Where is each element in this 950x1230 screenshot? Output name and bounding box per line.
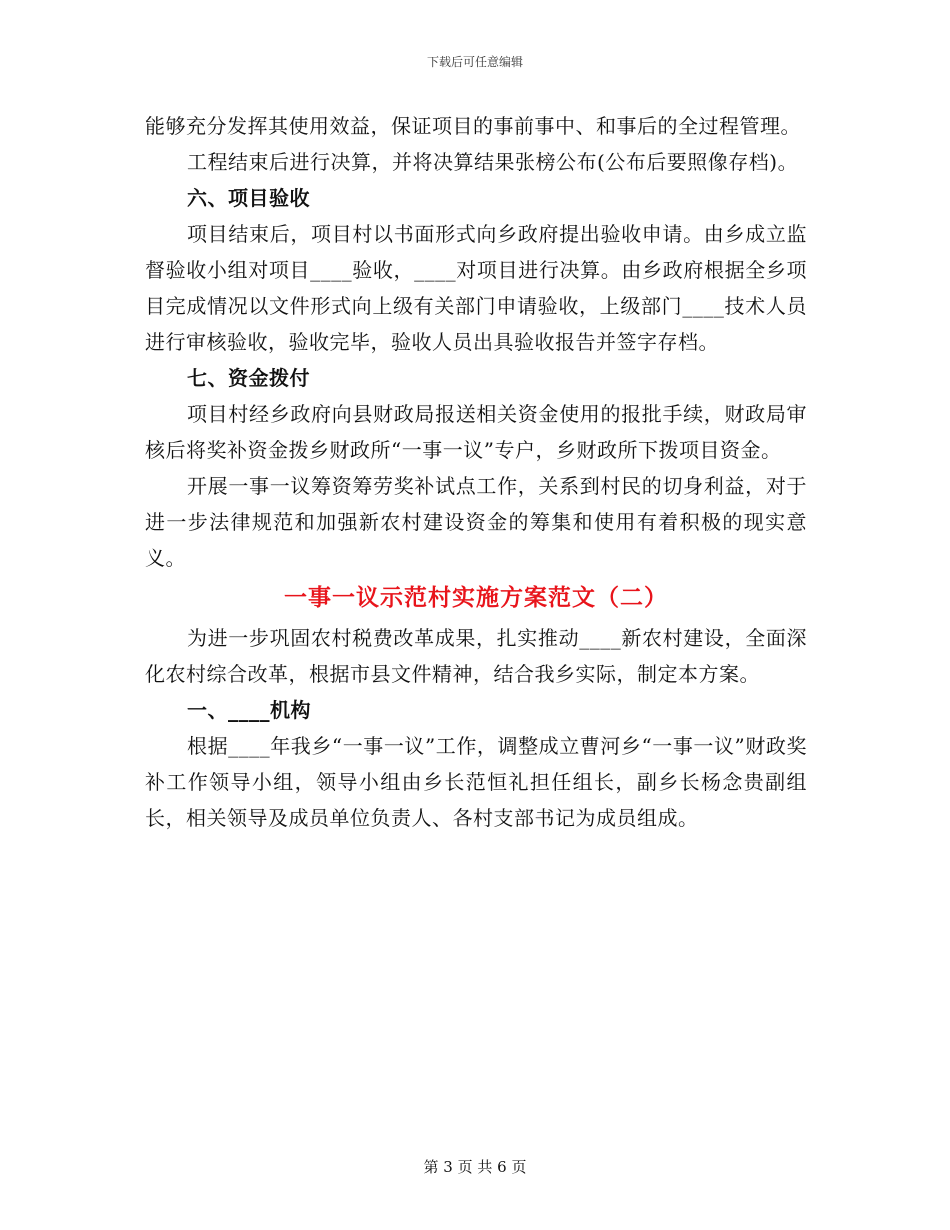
paragraph-significance: 开展一事一议筹资筹劳奖补试点工作，关系到村民的切身利益，对于进一步法律规范和加强新农村建设资金的筹集和使用有着积极的现实意义。	[145, 474, 807, 570]
heading-fund-allocation: 七、资金拨付	[187, 366, 310, 390]
page-number: 第 3 页 共 6 页	[423, 1158, 527, 1176]
heading-project-acceptance: 六、项目验收	[187, 186, 310, 210]
paragraph-settlement: 工程结束后进行决算，并将决算结果张榜公布(公布后要照像存档)。	[187, 150, 799, 174]
section-title: 一事一议示范村实施方案范文（二）	[284, 585, 668, 611]
heading-organization: 一、____机构	[187, 698, 311, 722]
paragraph-fund-allocation: 项目村经乡政府向县财政局报送相关资金使用的报批手续，财政局审核后将奖补资金拨乡财政所“一事一议”专户，乡财政所下拨项目资金。	[145, 402, 807, 462]
document-body	[145, 108, 807, 836]
paragraph-benefits: 能够充分发挥其使用效益，保证项目的事前事中、和事后的全过程管理。	[145, 114, 801, 138]
paragraph-introduction: 为进一步巩固农村税费改革成果，扎实推动____新农村建设，全面深化农村综合改革，根据市县文件精神，结合我乡实际，制定本方案。	[145, 626, 807, 686]
paragraph-acceptance: 项目结束后，项目村以书面形式向乡政府提出验收申请。由乡成立监督验收小组对项目____验收，____对项目进行决算。由乡政府根据全乡项目完成情况以文件形式向上级有关部门申请验收，上级部门____技术人员进行审核验收，验收完毕，验收人员出具验收报告并签字存档。	[145, 222, 807, 354]
page-header: 下载后可任意编辑	[426, 55, 523, 69]
paragraph-leadership-group: 根据____年我乡“一事一议”工作，调整成立曹河乡“一事一议”财政奖补工作领导小组，领导小组由乡长范恒礼担任组长，副乡长杨念贵副组长，相关领导及成员单位负责人、各村支部书记为成员组成。	[145, 734, 807, 830]
